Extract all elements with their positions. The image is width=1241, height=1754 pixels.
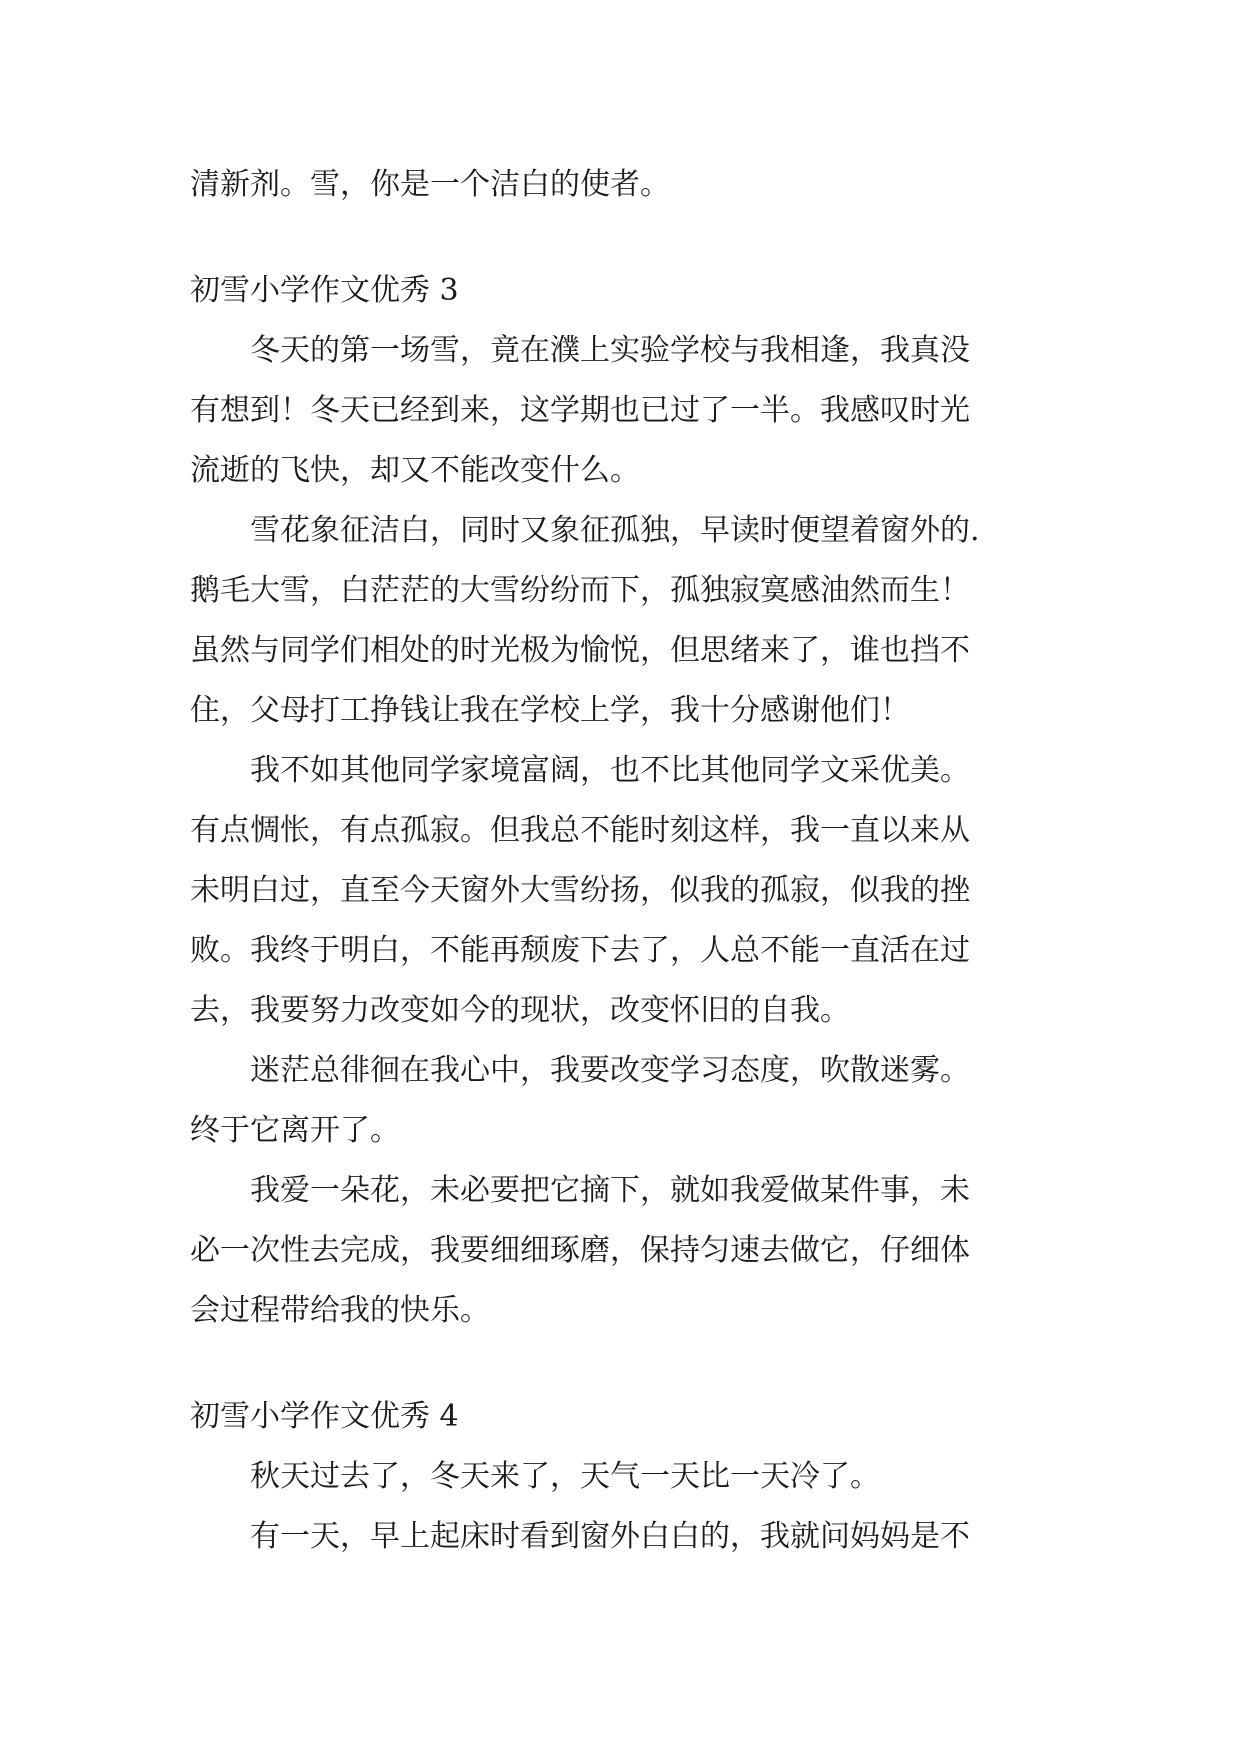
paragraph-line: 有一天，早上起床时看到窗外白白的，我就问妈妈是不 [250, 1519, 970, 1554]
section-gap [190, 215, 1060, 261]
paragraph-line: 败。我终于明白，不能再颓废下去了，人总不能一直活在过 [190, 933, 970, 968]
paragraph-line: 终于它离开了。 [190, 1113, 400, 1148]
section-heading: 初雪小学作文优秀 4 [190, 1399, 459, 1434]
section-heading: 初雪小学作文优秀 3 [190, 273, 459, 308]
paragraph-line: 迷茫总徘徊在我心中，我要改变学习态度，吹散迷雾。 [250, 1053, 970, 1088]
paragraph-line: 有想到！冬天已经到来，这学期也已过了一半。我感叹时光 [190, 393, 970, 428]
paragraph-line: 虽然与同学们相处的时光极为愉悦，但思绪来了，谁也挡不 [190, 633, 970, 668]
text-column [190, 155, 1060, 1567]
paragraph-line: 会过程带给我的快乐。 [190, 1293, 490, 1328]
paragraph-line: 流逝的飞快，却又不能改变什么。 [190, 453, 640, 488]
paragraph-line: 雪花象征洁白，同时又象征孤独，早读时便望着窗外的. [250, 513, 980, 548]
paragraph-line: 我不如其他同学家境富阔，也不比其他同学文采优美。 [250, 753, 970, 788]
paragraph-line: 去，我要努力改变如今的现状，改变怀旧的自我。 [190, 993, 850, 1028]
paragraph-line: 必一次性去完成，我要细细琢磨，保持匀速去做它，仔细体 [190, 1233, 970, 1268]
paragraph-line: 我爱一朵花，未必要把它摘下，就如我爱做某件事，未 [250, 1173, 970, 1208]
paragraph-line: 秋天过去了，冬天来了，天气一天比一天冷了。 [250, 1459, 880, 1494]
section-gap [190, 1341, 1060, 1387]
paragraph-line: 有点惆怅，有点孤寂。但我总不能时刻这样，我一直以来从 [190, 813, 970, 848]
paragraph-line: 住，父母打工挣钱让我在学校上学，我十分感谢他们！ [190, 693, 910, 728]
paragraph-line: 冬天的第一场雪，竟在濮上实验学校与我相逢，我真没 [250, 333, 970, 368]
paragraph-line: 清新剂。雪，你是一个洁白的使者。 [190, 167, 670, 202]
paragraph-line: 鹅毛大雪，白茫茫的大雪纷纷而下，孤独寂寞感油然而生！ [190, 573, 970, 608]
paragraph-line: 未明白过，直至今天窗外大雪纷扬，似我的孤寂，似我的挫 [190, 873, 970, 908]
